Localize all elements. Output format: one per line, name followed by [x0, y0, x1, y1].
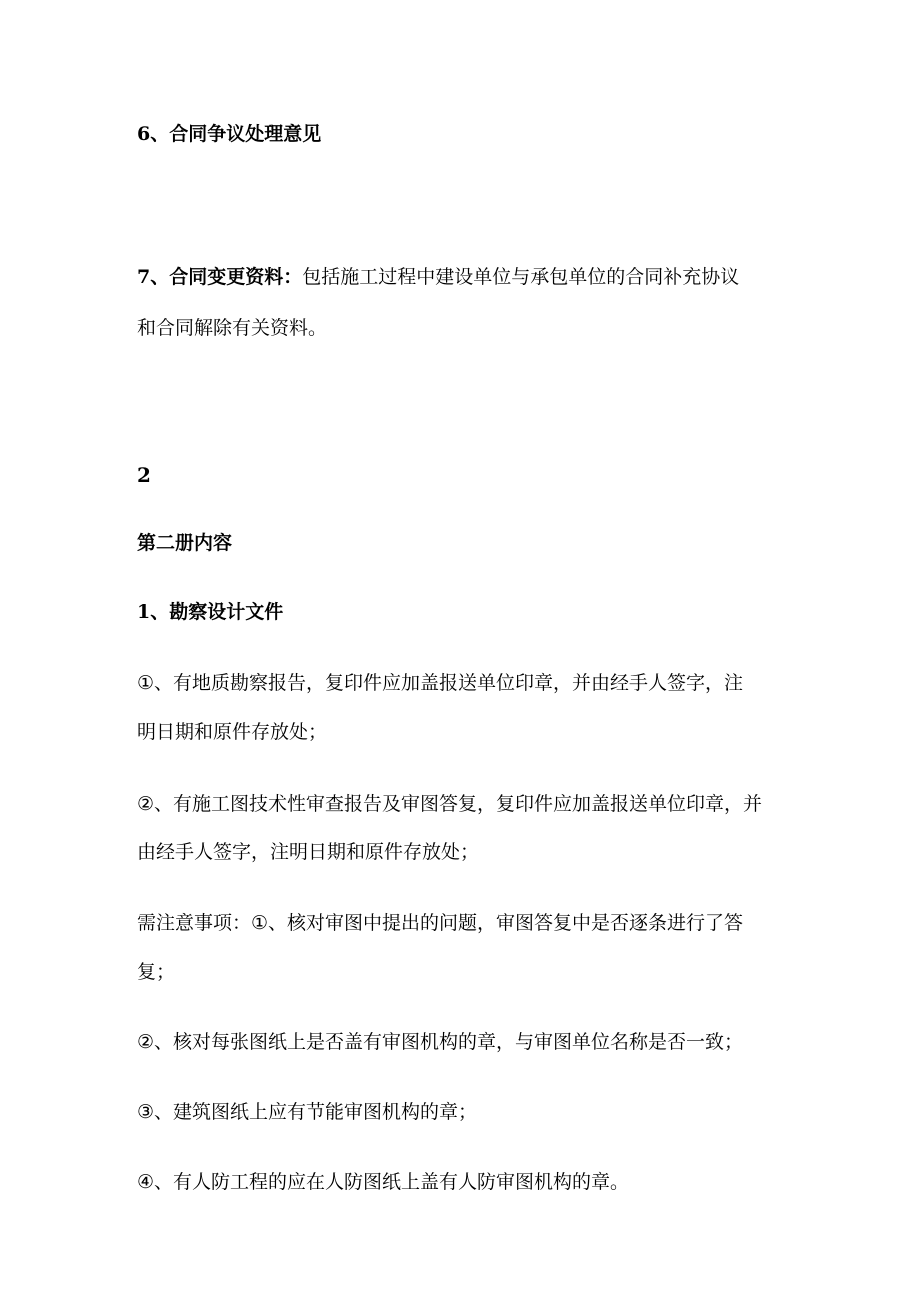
section-7-text-1: 包括施工过程中建设单位与承包单位的合同补充协议 — [302, 266, 740, 288]
section-6-title: 、合同争议处理意见 — [150, 123, 322, 145]
notes-line-1: 需注意事项：①、核对审图中提出的问题，审图答复中是否逐条进行了答 — [137, 912, 744, 934]
note-3: ③、建筑图纸上应有节能审图机构的章； — [137, 1101, 478, 1123]
item-2-line-1: ②、有施工图技术性审查报告及审图答复，复印件应加盖报送单位印章，并 — [137, 793, 763, 815]
page-number: 2 — [137, 463, 151, 487]
section-7-number: 7 — [137, 266, 151, 288]
notes-line-2: 复； — [137, 961, 176, 983]
section-6-heading — [137, 122, 787, 146]
section-1-title: 、勘察设计文件 — [150, 601, 284, 623]
item-2-line-2: 由经手人签字，注明日期和原件存放处； — [137, 841, 480, 863]
volume-heading: 第二册内容 — [137, 532, 233, 554]
section-7-title: 、合同变更资料： — [150, 266, 303, 288]
note-2: ②、核对每张图纸上是否盖有审图机构的章，与审图单位名称是否一致； — [137, 1031, 744, 1053]
section-6-number: 6 — [137, 123, 151, 145]
note-4: ④、有人防工程的应在人防图纸上盖有人防审图机构的章。 — [137, 1171, 630, 1193]
section-1-heading — [137, 600, 787, 624]
section-7-line-1 — [137, 265, 787, 289]
section-1-number: 1 — [137, 601, 151, 623]
item-1-line-1: ①、有地质勘察报告，复印件应加盖报送单位印章，并由经手人签字，注 — [137, 672, 744, 694]
item-1-line-2: 明日期和原件存放处； — [137, 721, 328, 743]
section-7-line-2: 和合同解除有关资料。 — [137, 317, 328, 339]
